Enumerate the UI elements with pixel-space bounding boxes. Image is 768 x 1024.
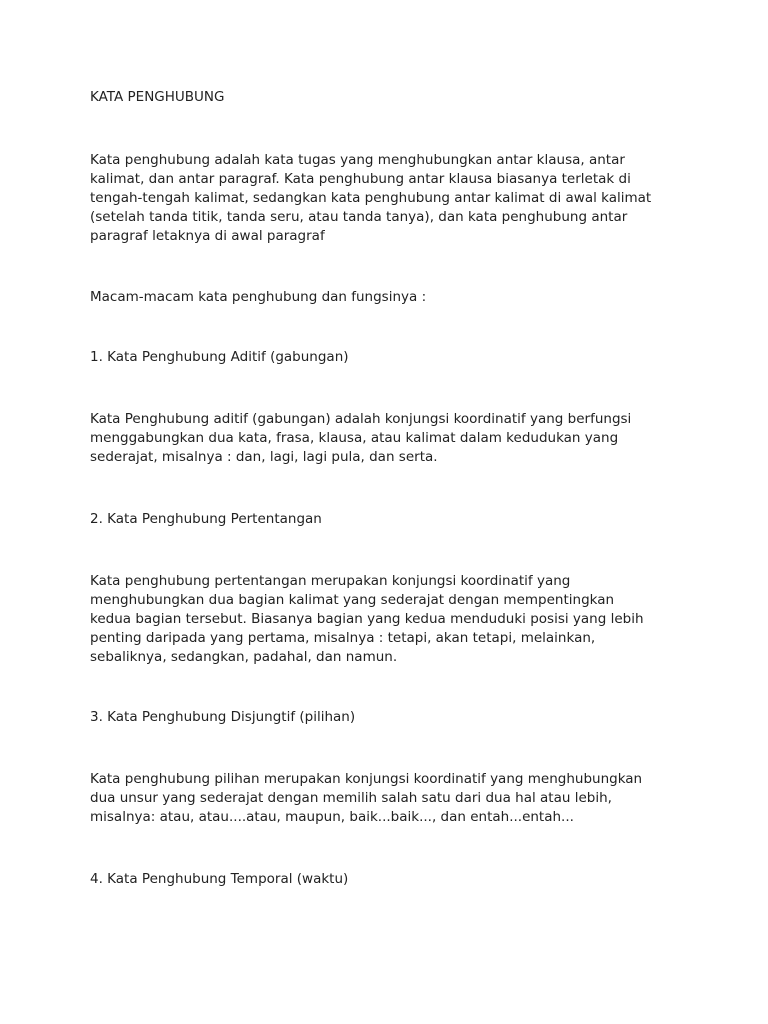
text-line: menggabungkan dua kata, frasa, klausa, atau kalimat dalam kedudukan yang [90, 430, 619, 446]
document-title: KATA PENGHUBUNG [90, 89, 225, 105]
text-line: (setelah tanda titik, tanda seru, atau tanda tanya), dan kata penghubung antar [90, 209, 628, 225]
text-line: paragraf letaknya di awal paragraf [90, 228, 325, 244]
text-line: menghubungkan dua bagian kalimat yang sederajat dengan mempentingkan [90, 592, 615, 608]
text-line: misalnya: atau, atau....atau, maupun, baik...baik..., dan entah...entah... [90, 809, 574, 825]
text-line: kalimat, dan antar paragraf. Kata penghubung antar klausa biasanya terletak di [90, 171, 631, 187]
text-line: Kata penghubung pilihan merupakan konjungsi koordinatif yang menghubungkan [90, 771, 643, 787]
intro-paragraph [90, 151, 690, 246]
text-line: penting daripada yang pertama, misalnya : tetapi, akan tetapi, melainkan, [90, 630, 596, 646]
section-heading-3: 3. Kata Penghubung Disjungtif (pilihan) [90, 709, 356, 725]
text-line: tengah-tengah kalimat, sedangkan kata penghubung antar kalimat di awal kalimat [90, 190, 652, 206]
text-line: dua unsur yang sederajat dengan memilih salah satu dari dua hal atau lebih, [90, 790, 612, 806]
section-body-3 [90, 770, 690, 827]
section-heading-2: 2. Kata Penghubung Pertentangan [90, 511, 322, 527]
text-line: Kata penghubung pertentangan merupakan konjungsi koordinatif yang [90, 573, 571, 589]
text-line: Kata penghubung adalah kata tugas yang menghubungkan antar klausa, antar [90, 152, 625, 168]
section-body-2 [90, 572, 690, 667]
section-heading-4: 4. Kata Penghubung Temporal (waktu) [90, 871, 349, 887]
section-heading-1: 1. Kata Penghubung Aditif (gabungan) [90, 349, 349, 365]
text-line: Kata Penghubung aditif (gabungan) adalah konjungsi koordinatif yang berfungsi [90, 411, 632, 427]
text-line: kedua bagian tersebut. Biasanya bagian yang kedua menduduki posisi yang lebih [90, 611, 644, 627]
section-body-1 [90, 410, 690, 467]
text-line: sederajat, misalnya : dan, lagi, lagi pula, dan serta. [90, 449, 438, 465]
text-line: sebaliknya, sedangkan, padahal, dan namun. [90, 649, 398, 665]
list-intro: Macam-macam kata penghubung dan fungsinya : [90, 289, 427, 305]
